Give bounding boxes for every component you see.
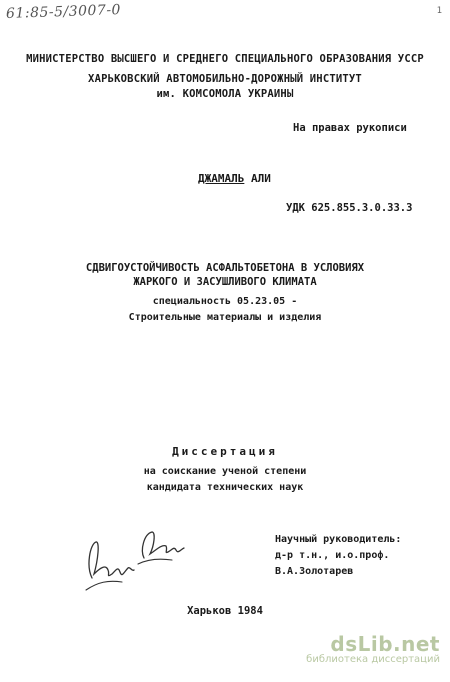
rights-note: На правах рукописи [293, 122, 407, 134]
degree-line-1: на соискание ученой степени [143, 466, 307, 477]
thesis-title-line-1: СДВИГОУСТОЙЧИВОСТЬ АСФАЛЬТОБЕТОНА В УСЛОВИЯХ [85, 262, 365, 274]
document-type: Диссертация [172, 445, 278, 458]
author-name: АЛИ [250, 172, 271, 185]
supervisor-degree: д-р т.н., и.о.проф. [275, 550, 390, 561]
city-and-year: Харьков 1984 [187, 605, 263, 617]
watermark-logo: dsLib.net [330, 632, 440, 656]
specialty-code: специальность 05.23.05 - [152, 296, 298, 307]
author-surname: ДЖАМАЛЬ [198, 172, 245, 185]
institute-name-line: им. КОМСОМОЛА УКРАИНЫ [156, 88, 294, 100]
degree-line-2: кандидата технических наук [146, 482, 304, 493]
signature-icon [78, 520, 198, 602]
dslib-watermark [306, 632, 440, 665]
supervisor-name: В.А.Золотарев [275, 566, 354, 577]
thesis-title-line-2: ЖАРКОГО И ЗАСУШЛИВОГО КЛИМАТА [133, 276, 317, 288]
author [198, 172, 271, 185]
supervisor-label: Научный руководитель: [275, 534, 402, 545]
udk-code: УДК 625.855.3.0.33.3 [286, 202, 413, 214]
institute-line: ХАРЬКОВСКИЙ АВТОМОБИЛЬНО-ДОРОЖНЫЙ ИНСТИТУТ [88, 73, 362, 85]
ministry-line: МИНИСТЕРСТВО ВЫСШЕГО И СРЕДНЕГО СПЕЦИАЛЬНОГО ОБРАЗОВАНИЯ УССР [26, 53, 424, 65]
corner-mark: 1 [436, 6, 442, 16]
watermark-subtitle: библиотека диссертаций [306, 654, 440, 665]
specialty-name: Строительные материалы и изделия [128, 312, 322, 323]
archive-number-note: 61:85-5/3007-0 [5, 1, 122, 23]
